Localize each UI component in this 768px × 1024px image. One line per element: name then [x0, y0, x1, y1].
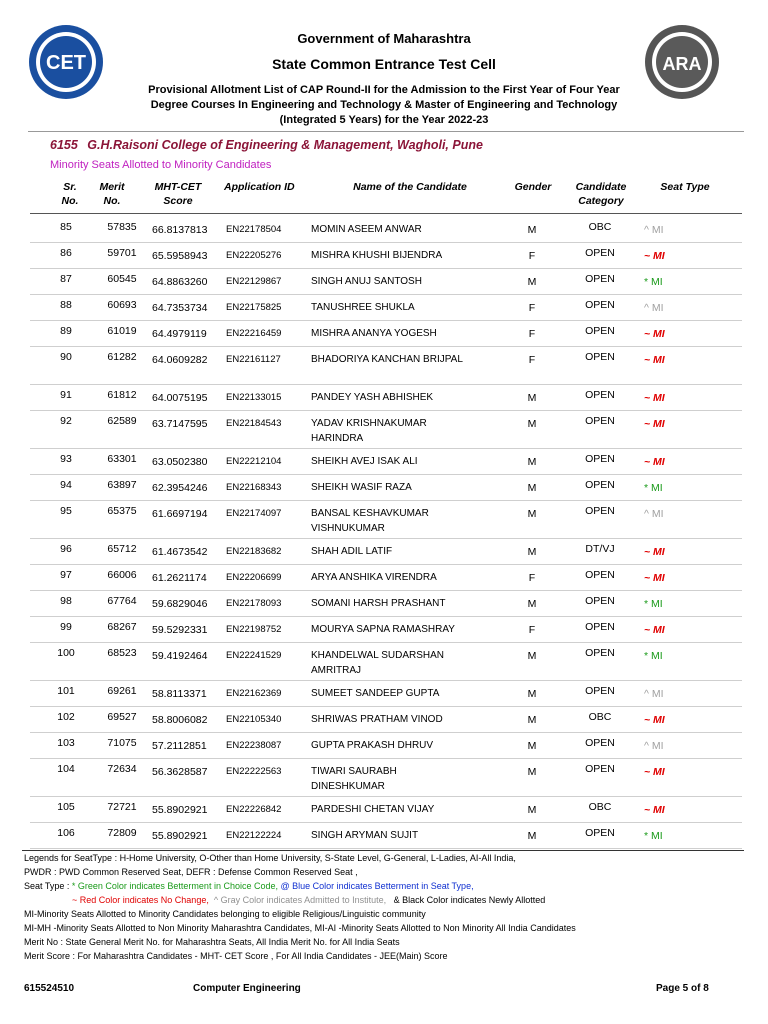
cell-application-id: EN22105340: [226, 714, 282, 725]
cell-merit: 72721: [107, 801, 137, 813]
header-title-line-3: (Integrated 5 Years) for the Year 2022-23: [279, 114, 489, 126]
header-title: [0, 83, 768, 128]
cell-candidate-name: SHEIKH WASIF RAZA: [311, 482, 412, 493]
cell-sr: 103: [57, 737, 75, 749]
cell-candidate-name: SHEIKH AVEJ ISAK ALI: [311, 456, 418, 467]
col-score-1: MHT-CET: [154, 181, 202, 193]
cell-sr: 92: [60, 415, 72, 427]
col-category-1: Candidate: [575, 181, 627, 193]
cell-application-id: EN22162369: [226, 688, 282, 699]
cell-seat-type: * MI: [644, 482, 663, 494]
cell-score: 64.0075195: [152, 392, 208, 404]
cell-candidate-name: TANUSHREE SHUKLA: [311, 302, 415, 313]
cell-candidate-name: PARDESHI CHETAN VIJAY: [311, 804, 435, 815]
table-row: [30, 448, 742, 474]
cell-candidate-name: PANDEY YASH ABHISHEK: [311, 392, 434, 403]
cell-merit: 67764: [107, 595, 137, 607]
cell-seat-type: ~ MI: [644, 250, 665, 262]
cell-application-id: EN22206699: [226, 572, 282, 583]
cell-merit: 72634: [107, 763, 137, 775]
cell-seat-type: ~ MI: [644, 418, 665, 430]
cell-gender: M: [527, 392, 537, 404]
col-category: [566, 180, 636, 208]
cell-sr: 96: [60, 543, 72, 555]
cell-seat-type: * MI: [644, 276, 663, 288]
cell-candidate-name: SINGH ANUJ SANTOSH: [311, 276, 422, 287]
cell-sr: 85: [60, 221, 72, 233]
cell-category: OPEN: [585, 325, 615, 337]
cell-score: 66.8137813: [152, 224, 208, 236]
cell-application-id: EN22241529: [226, 650, 282, 661]
cell-merit: 57835: [107, 221, 137, 233]
cell-gender: M: [527, 650, 537, 662]
cell-application-id: EN22175825: [226, 302, 282, 313]
cell-merit: 71075: [107, 737, 137, 749]
cell-gender: M: [527, 418, 537, 430]
cell-sr: 91: [60, 389, 72, 401]
cell-sr: 87: [60, 273, 72, 285]
table-row: [30, 410, 742, 448]
legend-red: ~ Red Color indicates No Change,: [72, 895, 209, 905]
cell-application-id: EN22184543: [226, 418, 282, 429]
cell-application-id: EN22178504: [226, 224, 282, 235]
cell-gender: M: [527, 482, 537, 494]
cell-sr: 88: [60, 299, 72, 311]
footer-code: 615524510: [24, 983, 75, 994]
cell-gender: F: [528, 354, 536, 366]
college-code: 6155: [50, 138, 78, 152]
cell-merit: 69261: [107, 685, 137, 697]
cell-application-id: EN22129867: [226, 276, 282, 287]
cell-score: 63.7147595: [152, 418, 208, 430]
header-cell: State Common Entrance Test Cell: [272, 56, 496, 72]
cell-seat-type: * MI: [644, 650, 663, 662]
cell-score: 64.7353734: [152, 302, 208, 314]
cell-seat-type: ~ MI: [644, 804, 665, 816]
cell-application-id: EN22133015: [226, 392, 282, 403]
cell-gender: M: [527, 546, 537, 558]
cell-seat-type: * MI: [644, 598, 663, 610]
table-row: [30, 216, 742, 242]
cell-merit: 65375: [107, 505, 137, 517]
cell-sr: 89: [60, 325, 72, 337]
cet-logo-text: CET: [46, 52, 86, 74]
cell-category: OPEN: [585, 595, 615, 607]
cell-seat-type: ^ MI: [644, 508, 664, 520]
cell-candidate-name: SHAH ADIL LATIF: [311, 546, 393, 557]
cell-score: 56.3628587: [152, 766, 208, 778]
cell-sr: 90: [60, 351, 72, 363]
cell-application-id: EN22226842: [226, 804, 282, 815]
legend-green: * Green Color indicates Betterment in Choice Code,: [71, 881, 278, 891]
cell-candidate-name: MISHRA KHUSHI BIJENDRA: [311, 250, 443, 261]
table-row: [30, 796, 742, 822]
cell-candidate-name: MISHRA ANANYA YOGESH: [311, 328, 437, 339]
cell-sr: 104: [57, 763, 75, 775]
cell-application-id: EN22238087: [226, 740, 282, 751]
cell-candidate-name: BANSAL KESHAVKUMAR VISHNUKUMAR: [311, 508, 429, 534]
legend-line-3: [24, 881, 474, 892]
cell-category: OPEN: [585, 685, 615, 697]
legend-line-7: Merit No : State General Merit No. for Maharashtra Seats, All India Merit No. for All India Seats: [24, 937, 400, 947]
table-row: [30, 732, 742, 758]
table-row: [30, 500, 742, 538]
table-row: [30, 346, 742, 384]
cell-merit: 68523: [107, 647, 137, 659]
row-divider: [30, 848, 742, 849]
cell-score: 58.8113371: [152, 688, 207, 700]
cell-category: OPEN: [585, 569, 615, 581]
col-app: Application ID: [224, 181, 295, 193]
cell-sr: 95: [60, 505, 72, 517]
table-row: [30, 474, 742, 500]
cell-application-id: EN22212104: [226, 456, 282, 467]
cell-application-id: EN22168343: [226, 482, 282, 493]
table-row: [30, 538, 742, 564]
col-merit: [92, 180, 132, 208]
cell-seat-type: ~ MI: [644, 328, 665, 340]
cell-candidate-name: KHANDELWAL SUDARSHAN AMRITRAJ: [311, 650, 444, 676]
col-sr: [50, 180, 90, 208]
cell-seat-type: ~ MI: [644, 766, 665, 778]
table-row: [30, 706, 742, 732]
legend-divider: [22, 850, 744, 851]
legend-line-4: [72, 895, 545, 906]
cell-application-id: EN22122224: [226, 830, 282, 841]
cell-score: 65.5958943: [152, 250, 208, 262]
cell-candidate-name: SOMANI HARSH PRASHANT: [311, 598, 446, 609]
table-row: [30, 616, 742, 642]
cell-score: 61.4673542: [152, 546, 208, 558]
cell-merit: 61812: [107, 389, 137, 401]
cell-gender: F: [528, 624, 536, 636]
cell-category: OPEN: [585, 505, 615, 517]
cell-sr: 93: [60, 453, 72, 465]
cell-gender: M: [527, 766, 537, 778]
table-row: [30, 242, 742, 268]
cell-gender: M: [527, 830, 537, 842]
cell-score: 63.0502380: [152, 456, 208, 468]
col-sr-2: No.: [61, 195, 79, 207]
cell-category: OPEN: [585, 299, 615, 311]
table-row: [30, 564, 742, 590]
cell-score: 57.2112851: [152, 740, 207, 752]
cell-seat-type: * MI: [644, 830, 663, 842]
col-sr-1: Sr.: [63, 181, 77, 193]
cell-category: OPEN: [585, 827, 615, 839]
cell-score: 58.8006082: [152, 714, 208, 726]
cell-merit: 68267: [107, 621, 137, 633]
cell-category: OPEN: [585, 479, 615, 491]
cell-candidate-name: SHRIWAS PRATHAM VINOD: [311, 714, 443, 725]
cell-category: OPEN: [585, 647, 615, 659]
college-title: [50, 138, 489, 152]
col-merit-1: Merit: [99, 181, 125, 193]
cell-seat-type: ^ MI: [644, 224, 664, 236]
header-underline: [30, 213, 742, 214]
cell-seat-type: ~ MI: [644, 456, 665, 468]
cell-candidate-name: MOURYA SAPNA RAMASHRAY: [311, 624, 455, 635]
cell-merit: 66006: [107, 569, 137, 581]
cell-score: 64.8863260: [152, 276, 208, 288]
cell-merit: 60545: [107, 273, 137, 285]
legend-blue: @ Blue Color indicates Betterment in Seat Type,: [280, 881, 474, 891]
cell-sr: 101: [57, 685, 75, 697]
cell-seat-type: ~ MI: [644, 392, 665, 404]
legend-gray: ^ Gray Color indicates Admitted to Institute,: [213, 895, 387, 905]
cell-gender: F: [528, 250, 536, 262]
cell-category: OPEN: [585, 737, 615, 749]
header-title-line-1: Provisional Allotment List of CAP Round-II for the Admission to the First Year of Four Year: [148, 84, 620, 96]
col-score-2: Score: [163, 195, 193, 207]
col-category-2: Category: [578, 195, 624, 207]
cell-sr: 106: [57, 827, 75, 839]
cell-merit: 62589: [107, 415, 137, 427]
legend-line-2: PWDR : PWD Common Reserved Seat, DEFR : Defense Common Reserved Seat ,: [24, 867, 358, 877]
table-row: [30, 590, 742, 616]
cell-category: OPEN: [585, 763, 615, 775]
cell-seat-type: ^ MI: [644, 688, 664, 700]
cell-score: 64.4979119: [152, 328, 207, 340]
cell-seat-type: ^ MI: [644, 302, 664, 314]
cell-application-id: EN22205276: [226, 250, 282, 261]
cell-candidate-name: ARYA ANSHIKA VIRENDRA: [311, 572, 437, 583]
col-seat: Seat Type: [660, 181, 710, 193]
legend-line-8: Merit Score : For Maharashtra Candidates - MHT- CET Score , For All India Candidates - JEE(Main) Score: [24, 951, 448, 961]
cell-score: 55.8902921: [152, 804, 208, 816]
header-title-line-2: Degree Courses In Engineering and Technology & Master of Engineering and Technology: [150, 99, 618, 111]
cell-merit: 61282: [107, 351, 137, 363]
college-name: G.H.Raisoni College of Engineering & Management, Wagholi, Pune: [87, 138, 483, 152]
legend-black: & Black Color indicates Newly Allotted: [393, 895, 546, 905]
cell-category: OPEN: [585, 351, 615, 363]
cell-seat-type: ^ MI: [644, 740, 664, 752]
cell-category: OBC: [588, 801, 612, 813]
cell-gender: M: [527, 688, 537, 700]
cell-gender: M: [527, 714, 537, 726]
section-title: Minority Seats Allotted to Minority Candidates: [50, 159, 272, 171]
cell-application-id: EN22174097: [226, 508, 282, 519]
cell-merit: 69527: [107, 711, 137, 723]
cell-score: 61.6697194: [152, 508, 208, 520]
cell-sr: 97: [60, 569, 72, 581]
cell-gender: F: [528, 328, 536, 340]
cell-category: OPEN: [585, 389, 615, 401]
cell-merit: 63897: [107, 479, 137, 491]
cell-score: 55.8902921: [152, 830, 208, 842]
cell-score: 59.6829046: [152, 598, 208, 610]
cell-gender: F: [528, 302, 536, 314]
table-row: [30, 384, 742, 410]
cell-sr: 98: [60, 595, 72, 607]
cell-merit: 63301: [107, 453, 137, 465]
table-row: [30, 320, 742, 346]
cell-score: 62.3954246: [152, 482, 208, 494]
cell-sr: 99: [60, 621, 72, 633]
cell-seat-type: ~ MI: [644, 546, 665, 558]
cell-score: 59.5292331: [152, 624, 208, 636]
table-row: [30, 294, 742, 320]
col-merit-2: No.: [103, 195, 121, 207]
col-score: [148, 180, 208, 208]
table-row: [30, 822, 742, 848]
cell-application-id: EN22216459: [226, 328, 282, 339]
cell-candidate-name: GUPTA PRAKASH DHRUV: [311, 740, 434, 751]
cell-merit: 59701: [107, 247, 137, 259]
cell-sr: 94: [60, 479, 72, 491]
table-row: [30, 758, 742, 796]
cell-application-id: EN22183682: [226, 546, 282, 557]
cell-gender: M: [527, 804, 537, 816]
cell-category: OPEN: [585, 415, 615, 427]
cell-category: OPEN: [585, 273, 615, 285]
cell-application-id: EN22161127: [226, 354, 281, 365]
cell-score: 61.2621174: [152, 572, 207, 584]
cell-sr: 100: [57, 647, 75, 659]
cell-gender: M: [527, 598, 537, 610]
cell-seat-type: ~ MI: [644, 572, 665, 584]
cell-seat-type: ~ MI: [644, 354, 665, 366]
table-row: [30, 680, 742, 706]
cell-seat-type: ~ MI: [644, 714, 665, 726]
footer-course: Computer Engineering: [193, 983, 301, 994]
cell-candidate-name: YADAV KRISHNAKUMAR HARINDRA: [311, 418, 427, 444]
ara-logo-text: ARA: [662, 54, 702, 74]
cell-category: OPEN: [585, 453, 615, 465]
col-gender: Gender: [514, 181, 552, 193]
cell-sr: 105: [57, 801, 75, 813]
col-name: Name of the Candidate: [353, 181, 467, 193]
cell-category: OPEN: [585, 621, 615, 633]
legend-line-5: MI-Minority Seats Allotted to Minority Candidates belonging to eligible Religious/Linguistic community: [24, 909, 426, 919]
header-government: Government of Maharashtra: [297, 31, 471, 46]
cell-application-id: EN22222563: [226, 766, 282, 777]
cell-gender: M: [527, 508, 537, 520]
legend-line-1: Legends for SeatType : H-Home University, O-Other than Home University, S-State Level, G-General, L-Ladies, AI-All India,: [24, 853, 516, 863]
cell-score: 59.4192464: [152, 650, 208, 662]
header-divider: [28, 131, 744, 132]
cell-gender: M: [527, 276, 537, 288]
cell-application-id: EN22178093: [226, 598, 282, 609]
cell-seat-type: ~ MI: [644, 624, 665, 636]
cell-merit: 61019: [107, 325, 137, 337]
footer-page: Page 5 of 8: [656, 983, 709, 994]
cell-gender: M: [527, 224, 537, 236]
cell-candidate-name: BHADORIYA KANCHAN BRIJPAL: [311, 354, 463, 365]
cell-gender: M: [527, 456, 537, 468]
cell-score: 64.0609282: [152, 354, 208, 366]
table-row: [30, 642, 742, 680]
cell-candidate-name: MOMIN ASEEM ANWAR: [311, 224, 422, 235]
cell-candidate-name: TIWARI SAURABH DINESHKUMAR: [311, 766, 397, 792]
cell-gender: M: [527, 740, 537, 752]
cell-sr: 102: [57, 711, 75, 723]
cell-merit: 65712: [107, 543, 137, 555]
cell-category: OBC: [588, 221, 612, 233]
cell-merit: 72809: [107, 827, 137, 839]
cell-category: OBC: [588, 711, 612, 723]
legend-line-6: MI-MH -Minority Seats Allotted to Non Minority Maharashtra Candidates, MI-AI -Minority Seats Allotted to Non Minority All India Candidates: [24, 923, 576, 933]
table-row: [30, 268, 742, 294]
legend-seat-type-label: Seat Type :: [24, 881, 72, 891]
cell-gender: F: [528, 572, 536, 584]
cell-category: OPEN: [585, 247, 615, 259]
cell-application-id: EN22198752: [226, 624, 282, 635]
cell-category: DT/VJ: [585, 543, 615, 555]
cell-candidate-name: SUMEET SANDEEP GUPTA: [311, 688, 440, 699]
cell-candidate-name: SINGH ARYMAN SUJIT: [311, 830, 419, 841]
cell-merit: 60693: [107, 299, 137, 311]
cell-sr: 86: [60, 247, 72, 259]
